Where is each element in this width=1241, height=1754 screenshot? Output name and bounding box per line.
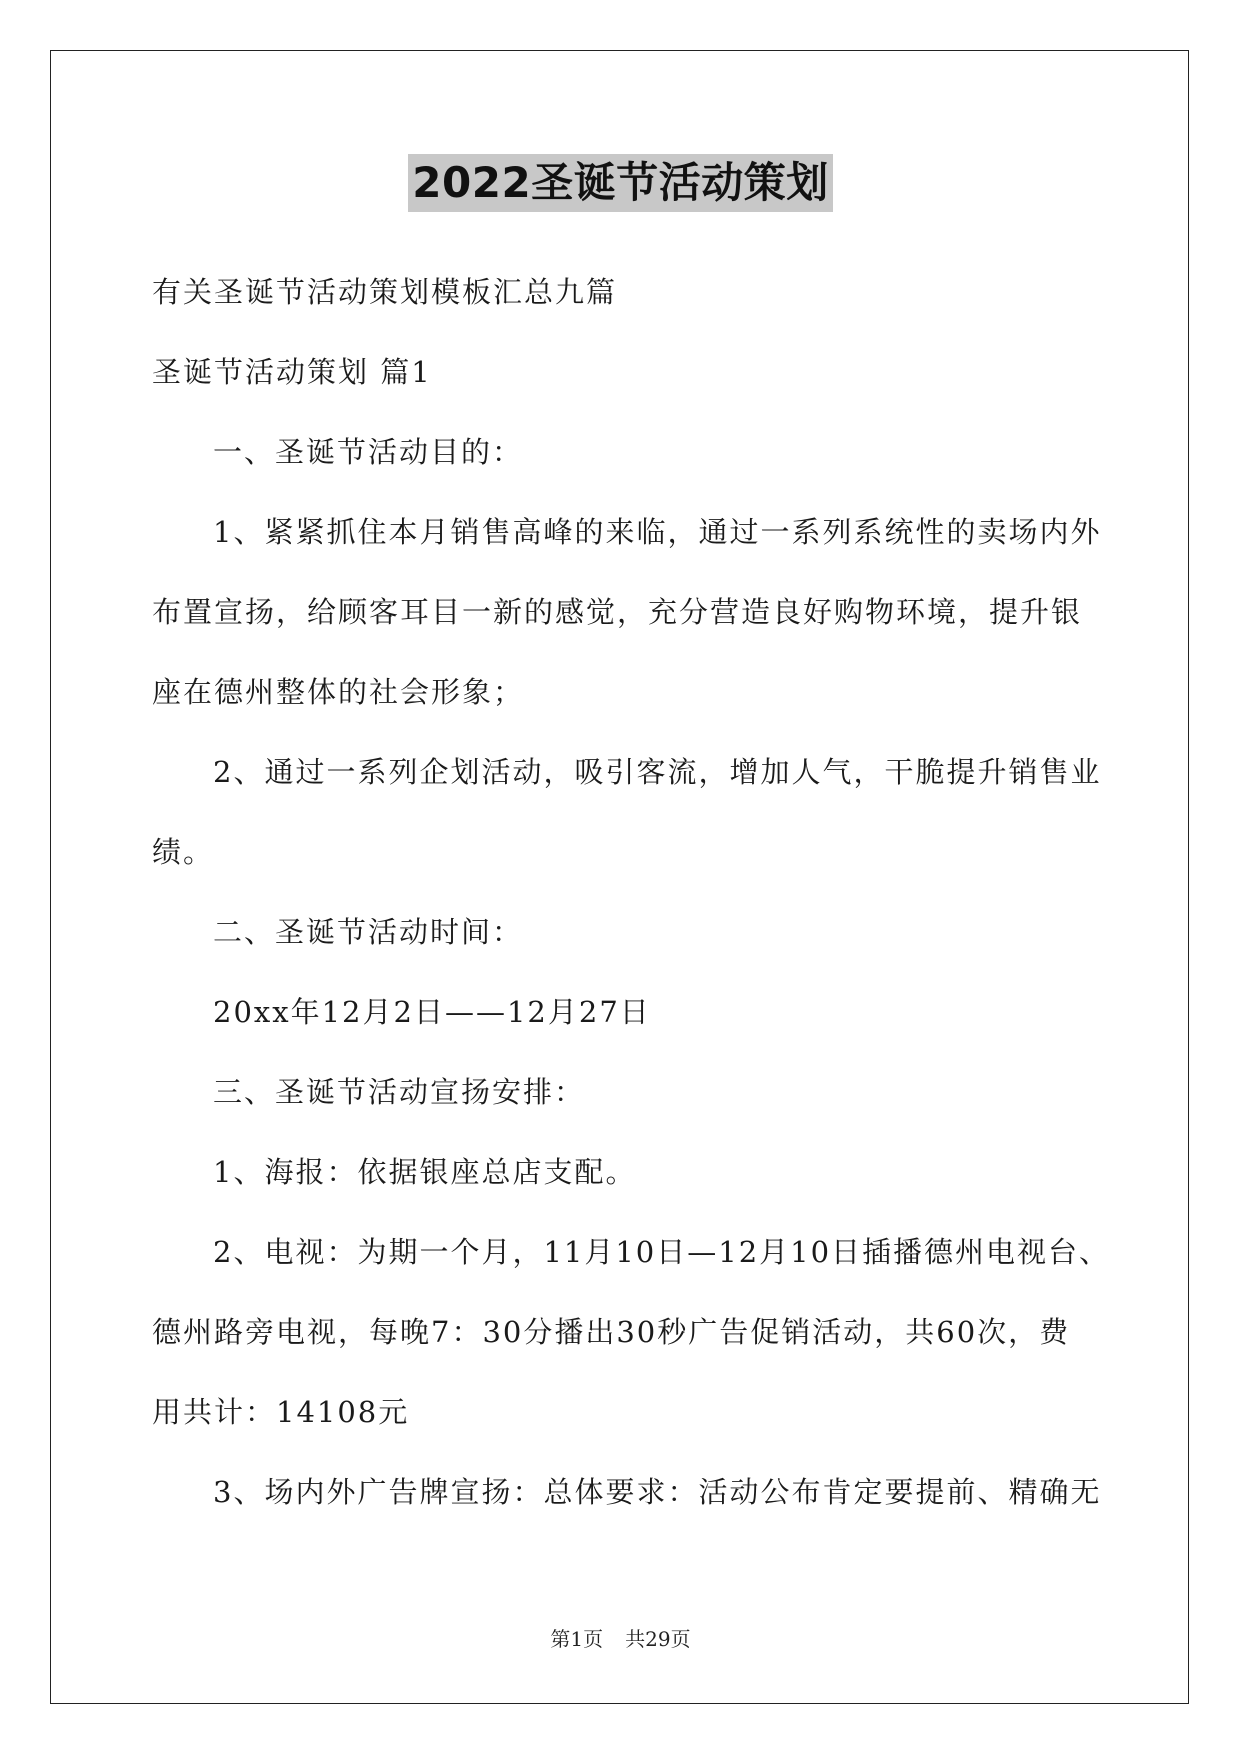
paragraph-line: 绩。 [152, 835, 215, 869]
paragraph-line: 3、场内外广告牌宣扬：总体要求：活动公布肯定要提前、精确无 [213, 1475, 1102, 1509]
paragraph-line: 2、通过一系列企划活动，吸引客流，增加人气，干脆提升销售业 [213, 755, 1102, 789]
paragraph-line: 三、圣诞节活动宣扬安排： [213, 1075, 586, 1109]
page-number: 第1页 [550, 1627, 604, 1651]
page-footer [0, 1626, 1241, 1652]
title-container [0, 154, 1241, 212]
paragraph-line: 二、圣诞节活动时间： [213, 915, 524, 949]
paragraph-line: 布置宣扬，给顾客耳目一新的感觉，充分营造良好购物环境，提升银 [152, 595, 1083, 629]
document-title: 2022圣诞节活动策划 [408, 154, 832, 212]
page-total: 共29页 [625, 1627, 691, 1651]
section-heading: 圣诞节活动策划 篇1 [152, 355, 432, 389]
paragraph-line: 一、圣诞节活动目的： [213, 435, 524, 469]
paragraph-line: 2、电视：为期一个月，11月10日—12月10日插播德州电视台、 [213, 1235, 1111, 1269]
document-subtitle: 有关圣诞节活动策划模板汇总九篇 [152, 275, 618, 309]
paragraph-line: 德州路旁电视，每晚7：30分播出30秒广告促销活动，共60次，费 [152, 1315, 1071, 1349]
paragraph-line: 20xx年12月2日——12月27日 [213, 995, 651, 1029]
paragraph-line: 1、紧紧抓住本月销售高峰的来临，通过一系列系统性的卖场内外 [213, 515, 1102, 549]
paragraph-line: 座在德州整体的社会形象； [152, 675, 525, 709]
paragraph-line: 1、海报：依据银座总店支配。 [213, 1155, 637, 1189]
paragraph-line: 用共计：14108元 [152, 1395, 410, 1429]
